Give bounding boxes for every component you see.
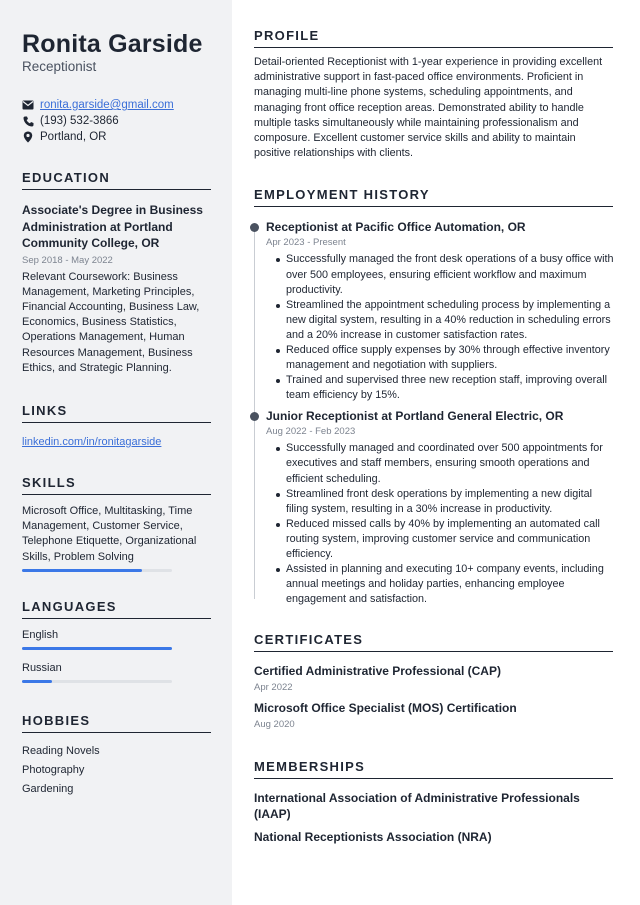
education-heading: EDUCATION [22, 170, 211, 190]
languages-heading: LANGUAGES [22, 599, 211, 619]
certificate-date: Aug 2020 [254, 719, 295, 731]
skills-heading: SKILLS [22, 475, 211, 495]
memberships-section [254, 759, 614, 845]
certificate-date: Apr 2022 [254, 682, 293, 694]
skills-level-bar [22, 569, 172, 572]
job-dates: Aug 2022 - Feb 2023 [266, 426, 356, 438]
language-english: English [22, 628, 59, 641]
skills-level-fill [22, 569, 142, 572]
language-russian-fill [22, 680, 52, 683]
contact-phone [22, 113, 210, 129]
contact-email [22, 97, 210, 113]
education-dates: Sep 2018 - May 2022 [22, 254, 113, 266]
skills-section [22, 475, 210, 572]
employment-heading: EMPLOYMENT HISTORY [254, 187, 613, 207]
email-link[interactable]: ronita.garside@gmail.com [40, 99, 174, 111]
job-title: Receptionist at Pacific Office Automation, OR [266, 220, 526, 235]
main-content [254, 0, 614, 845]
language-russian-bar [22, 680, 172, 683]
job-bullet: Reduced office supply expenses by 30% through effective inventory management and negotiation with suppliers. [274, 343, 614, 373]
job-bullets [266, 441, 614, 607]
links-heading: LINKS [22, 403, 211, 423]
links-section [22, 403, 210, 450]
skills-text: Microsoft Office, Multitasking, Time Management, Customer Service, Telephone Etiquette, Organizational Skills, Problem Solving [22, 504, 197, 563]
profile-section [254, 28, 614, 161]
job-dates: Apr 2023 - Present [266, 237, 346, 249]
hobby-item: Photography [22, 763, 85, 776]
phone-icon [22, 115, 34, 127]
certificate-name: Certified Administrative Professional (CAP) [254, 664, 501, 679]
language-russian: Russian [22, 661, 62, 674]
education-section [22, 170, 210, 376]
membership-item: National Receptionists Association (NRA) [254, 830, 492, 845]
job-entry [254, 219, 614, 403]
job-bullet: Streamlined front desk operations by implementing a new digital filing system, resulting in a 30% increase in productivity. [274, 487, 614, 517]
profile-heading: PROFILE [254, 28, 613, 48]
job-bullet: Reduced missed calls by 40% by implementing an automated call routing system, improving customer service and communication efficiency. [274, 517, 614, 562]
hobby-item: Reading Novels [22, 744, 100, 757]
employment-section [254, 187, 614, 607]
job-bullet: Streamlined the appointment scheduling process by implementing a new digital system, resulting in a 40% reduction in scheduling errors and a 20% increase in customer satisfaction rates. [274, 298, 614, 343]
job-bullet: Successfully managed and coordinated over 500 appointments for executives and staff members, ensuring smooth operations and efficient scheduling. [274, 441, 614, 486]
certificates-heading: CERTIFICATES [254, 632, 613, 652]
languages-section [22, 599, 210, 683]
timeline-dot [250, 412, 259, 421]
job-title: Junior Receptionist at Portland General Electric, OR [266, 409, 564, 424]
linkedin-link[interactable]: linkedin.com/in/ronitagarside [22, 435, 162, 448]
employment-timeline [254, 219, 614, 607]
location-pin-icon [22, 131, 34, 143]
language-english-fill [22, 647, 172, 650]
sidebar [0, 0, 232, 905]
hobbies-heading: HOBBIES [22, 713, 211, 733]
profile-text: Detail-oriented Receptionist with 1-year experience in providing excellent administrative support in fast-paced office environments. Proficient in managing multi-line phone systems, scheduling appointments, and managing front office reception areas. Demonstrated ability to handle multiple tasks simultaneously while maintaining professionalism and composure. Excellent customer service skills and ability to maintain positive relationships with clients. [254, 56, 603, 160]
job-entry [254, 408, 614, 607]
job-bullets [266, 252, 614, 403]
hobby-item: Gardening [22, 782, 74, 795]
education-coursework: Relevant Coursework: Business Management, Marketing Principles, Financial Accounting, Business Law, Economics, Business Statistics, Operations Management, Human Resources Management, Business Ethics, and Strategic Planning. [22, 270, 200, 374]
job-bullet: Trained and supervised three new reception staff, improving overall team efficiency by 15%. [274, 373, 614, 403]
hobbies-section [22, 713, 210, 799]
phone-number: (193) 532-3866 [40, 115, 119, 127]
candidate-title: Receptionist [22, 59, 97, 74]
membership-item: International Association of Administrative Professionals (IAAP) [254, 791, 580, 822]
education-degree: Associate's Degree in Business Administration at Portland Community College, OR [22, 203, 203, 250]
certificate-item [254, 663, 614, 694]
job-bullet: Successfully managed the front desk operations of a busy office with over 500 employees, ensuring efficient workflow and maximum productivity. [274, 252, 614, 297]
candidate-name: Ronita Garside [22, 30, 203, 58]
contact-location [22, 129, 210, 145]
certificates-section [254, 632, 614, 731]
job-bullet: Assisted in planning and executing 10+ company events, including annual meetings and holiday parties, enhancing employee engagement and satisfaction. [274, 562, 614, 607]
timeline-dot [250, 223, 259, 232]
envelope-icon [22, 99, 34, 111]
certificate-item [254, 700, 614, 731]
language-english-bar [22, 647, 172, 650]
contact-block [22, 97, 210, 145]
location-text: Portland, OR [40, 131, 107, 143]
certificate-name: Microsoft Office Specialist (MOS) Certification [254, 701, 517, 716]
memberships-heading: MEMBERSHIPS [254, 759, 613, 779]
